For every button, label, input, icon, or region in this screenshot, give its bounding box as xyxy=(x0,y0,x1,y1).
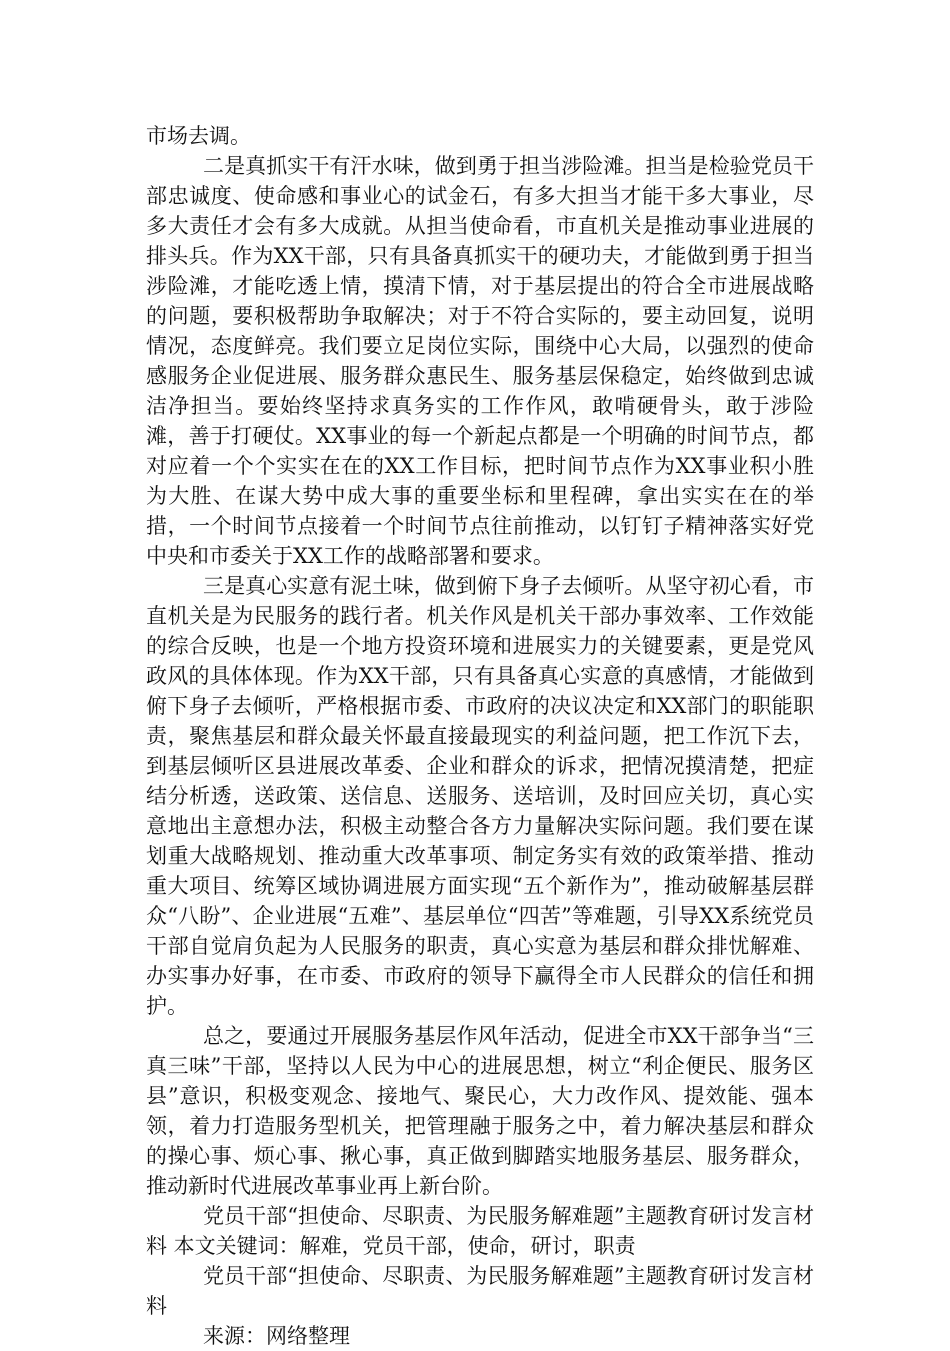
paragraph-point-three: 三是真心实意有泥土味，做到俯下身子去倾听。从坚守初心看，市直机关是为民服务的践行者。机关作风是机关干部办事效率、工作效能的综合反映，也是一个地方投资环境和进展实力的关键要素，更是党风政风的具体体现。作为XX干部，只有具备真心实意的真感情，才能做到俯下身子去倾听，严格根据市委、市政府的决议决定和XX部门的职能职责，聚焦基层和群众最关怀最直接最现实的利益问题，把工作沉下去，到基层倾听区县进展改革委、企业和群众的诉求，把情况摸清楚，把症结分析透，送政策、送信息、送服务、送培训，及时回应关切，真心实意地出主意想办法，积极主动整合各方力量解决实际问题。我们要在谋划重大战略规划、推动重大改革事项、制定务实有效的政策举措、推动重大项目、统筹区域协调进展方面实现“五个新作为”，推动破解基层群众“八盼”、企业进展“五难”、基层单位“四苦”等难题，引导XX系统党员干部自觉肩负起为人民服务的职责，真心实意为基层和群众排忧解难、办实事办好事，在市委、市政府的领导下赢得全市人民群众的信任和拥护。 xyxy=(146,574,814,1018)
document-body xyxy=(146,121,814,1351)
paragraph-conclusion: 总之，要通过开展服务基层作风年活动，促进全市XX干部争当“三真三味”干部，坚持以人民为中心的进展思想，树立“利企便民、服务区县”意识，积极变观念、接地气、聚民心，大力改作风、提效能、强本领，着力打造服务型机关，把管理融于服务之中，着力解决基层和群众的操心事、烦心事、揪心事，真正做到脚踏实地服务基层、服务群众，推动新时代进展改革事业再上新台阶。 xyxy=(146,1024,814,1198)
paragraph-source: 来源：网络整理 xyxy=(203,1324,350,1348)
paragraph-title-repeat: 党员干部“担使命、尽职责、为民服务解难题”主题教育研讨发言材料 xyxy=(146,1264,814,1318)
paragraph-keywords: 党员干部“担使命、尽职责、为民服务解难题”主题教育研讨发言材料 本文关键词：解难，党员干部，使命，研讨，职责 xyxy=(146,1204,814,1258)
paragraph-point-two: 二是真抓实干有汗水味，做到勇于担当涉险滩。担当是检验党员干部忠诚度、使命感和事业心的试金石，有多大担当才能干多大事业，尽多大责任才会有多大成就。从担当使命看，市直机关是推动事业进展的排头兵。作为XX干部，只有具备真抓实干的硬功夫，才能做到勇于担当涉险滩，才能吃透上情，摸清下情，对于基层提出的符合全市进展战略的问题，要积极帮助争取解决；对于不符合实际的，要主动回复，说明情况，态度鲜亮。我们要立足岗位实际，围绕中心大局，以强烈的使命感服务企业促进展、服务群众惠民生、服务基层保稳定，始终做到忠诚洁净担当。要始终坚持求真务实的工作作风，敢啃硬骨头，敢于涉险滩，善于打硬仗。XX事业的每一个新起点都是一个明确的时间节点，都对应着一个个实实在在的XX工作目标，把时间节点作为XX事业积小胜为大胜、在谋大势中成大事的重要坐标和里程碑，拿出实实在在的举措，一个时间节点接着一个时间节点往前推动，以钉钉子精神落实好党中央和市委关于XX工作的战略部署和要求。 xyxy=(146,154,814,568)
paragraph-continuation: 市场去调。 xyxy=(146,124,251,148)
